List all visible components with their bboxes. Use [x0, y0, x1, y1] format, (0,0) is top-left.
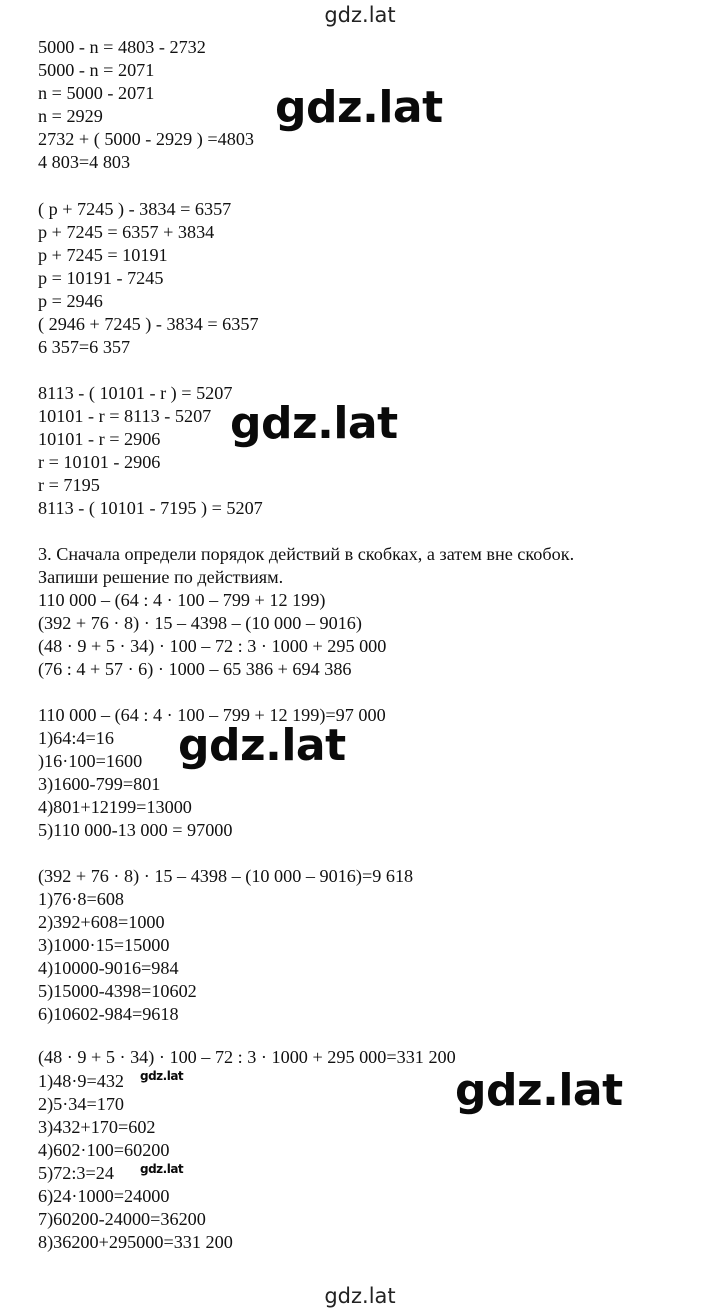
- watermark-small: gdz.lat: [140, 1162, 184, 1176]
- text-line: ( 2946 + 7245 ) - 3834 = 6357: [38, 314, 259, 334]
- text-line: p = 10191 - 7245: [38, 268, 164, 288]
- watermark: gdz.lat: [178, 720, 346, 771]
- text-line: p + 7245 = 6357 + 3834: [38, 222, 215, 242]
- text-line: 5)110 000-13 000 = 97000: [38, 820, 233, 840]
- text-line: 2)5·34=170: [38, 1094, 125, 1114]
- text-line: 6)24·1000=24000: [38, 1186, 170, 1206]
- text-line: 5000 - n = 4803 - 2732: [38, 37, 206, 57]
- text-line: 110 000 – (64 : 4 · 100 – 799 + 12 199)=97 000: [38, 705, 386, 725]
- text-line: 10101 - r = 8113 - 5207: [38, 406, 212, 426]
- header-site-name: gdz.lat: [324, 3, 396, 27]
- watermark: gdz.lat: [455, 1065, 623, 1116]
- text-line: 4 803=4 803: [38, 152, 131, 172]
- watermark: gdz.lat: [230, 398, 398, 449]
- text-line: 1)64:4=16: [38, 728, 114, 748]
- text-line: 10101 - r = 2906: [38, 429, 161, 449]
- text-line: Запиши решение по действиям.: [38, 567, 284, 587]
- text-line: 4)10000-9016=984: [38, 958, 179, 978]
- text-line: (76 : 4 + 57 · 6) · 1000 – 65 386 + 694 386: [38, 659, 352, 679]
- text-line: n = 2929: [38, 106, 103, 126]
- text-line: 3. Сначала определи порядок действий в скобках, а затем вне скобок.: [38, 544, 575, 564]
- text-line: 3)1000·15=15000: [38, 935, 170, 955]
- text-line: 4)602·100=60200: [38, 1140, 170, 1160]
- text-line: (392 + 76 · 8) · 15 – 4398 – (10 000 – 9016)=9 618: [38, 866, 414, 886]
- text-line: 1)48·9=432: [38, 1071, 125, 1091]
- text-line: 110 000 – (64 : 4 · 100 – 799 + 12 199): [38, 590, 326, 610]
- text-line: 5)72:3=24: [38, 1163, 114, 1183]
- text-line: 8113 - ( 10101 - r ) = 5207: [38, 383, 233, 403]
- text-line: ( p + 7245 ) - 3834 = 6357: [38, 199, 232, 219]
- text-line: 6)10602-984=9618: [38, 1004, 179, 1024]
- text-line: 3)1600-799=801: [38, 774, 161, 794]
- text-line: )16·100=1600: [38, 751, 143, 771]
- text-line: 2)392+608=1000: [38, 912, 165, 932]
- text-line: 5)15000-4398=10602: [38, 981, 197, 1001]
- text-line: 2732 + ( 5000 - 2929 ) =4803: [38, 129, 255, 149]
- text-line: 3)432+170=602: [38, 1117, 156, 1137]
- text-line: (48 · 9 + 5 · 34) · 100 – 72 : 3 · 1000 + 295 000=331 200: [38, 1047, 456, 1067]
- text-line: 6 357=6 357: [38, 337, 131, 357]
- text-line: 8113 - ( 10101 - 7195 ) = 5207: [38, 498, 263, 518]
- text-line: p = 2946: [38, 291, 103, 311]
- text-line: 4)801+12199=13000: [38, 797, 192, 817]
- text-line: 8)36200+295000=331 200: [38, 1232, 233, 1252]
- footer-site-name: gdz.lat: [324, 1284, 396, 1308]
- text-line: n = 5000 - 2071: [38, 83, 155, 103]
- text-line: r = 10101 - 2906: [38, 452, 161, 472]
- text-line: (48 · 9 + 5 · 34) · 100 – 72 : 3 · 1000 + 295 000: [38, 636, 387, 656]
- watermark: gdz.lat: [275, 82, 443, 133]
- text-line: r = 7195: [38, 475, 100, 495]
- text-line: 1)76·8=608: [38, 889, 125, 909]
- watermark-small: gdz.lat: [140, 1069, 184, 1083]
- text-line: 5000 - n = 2071: [38, 60, 155, 80]
- text-line: 7)60200-24000=36200: [38, 1209, 206, 1229]
- text-line: p + 7245 = 10191: [38, 245, 168, 265]
- text-line: (392 + 76 · 8) · 15 – 4398 – (10 000 – 9016): [38, 613, 362, 633]
